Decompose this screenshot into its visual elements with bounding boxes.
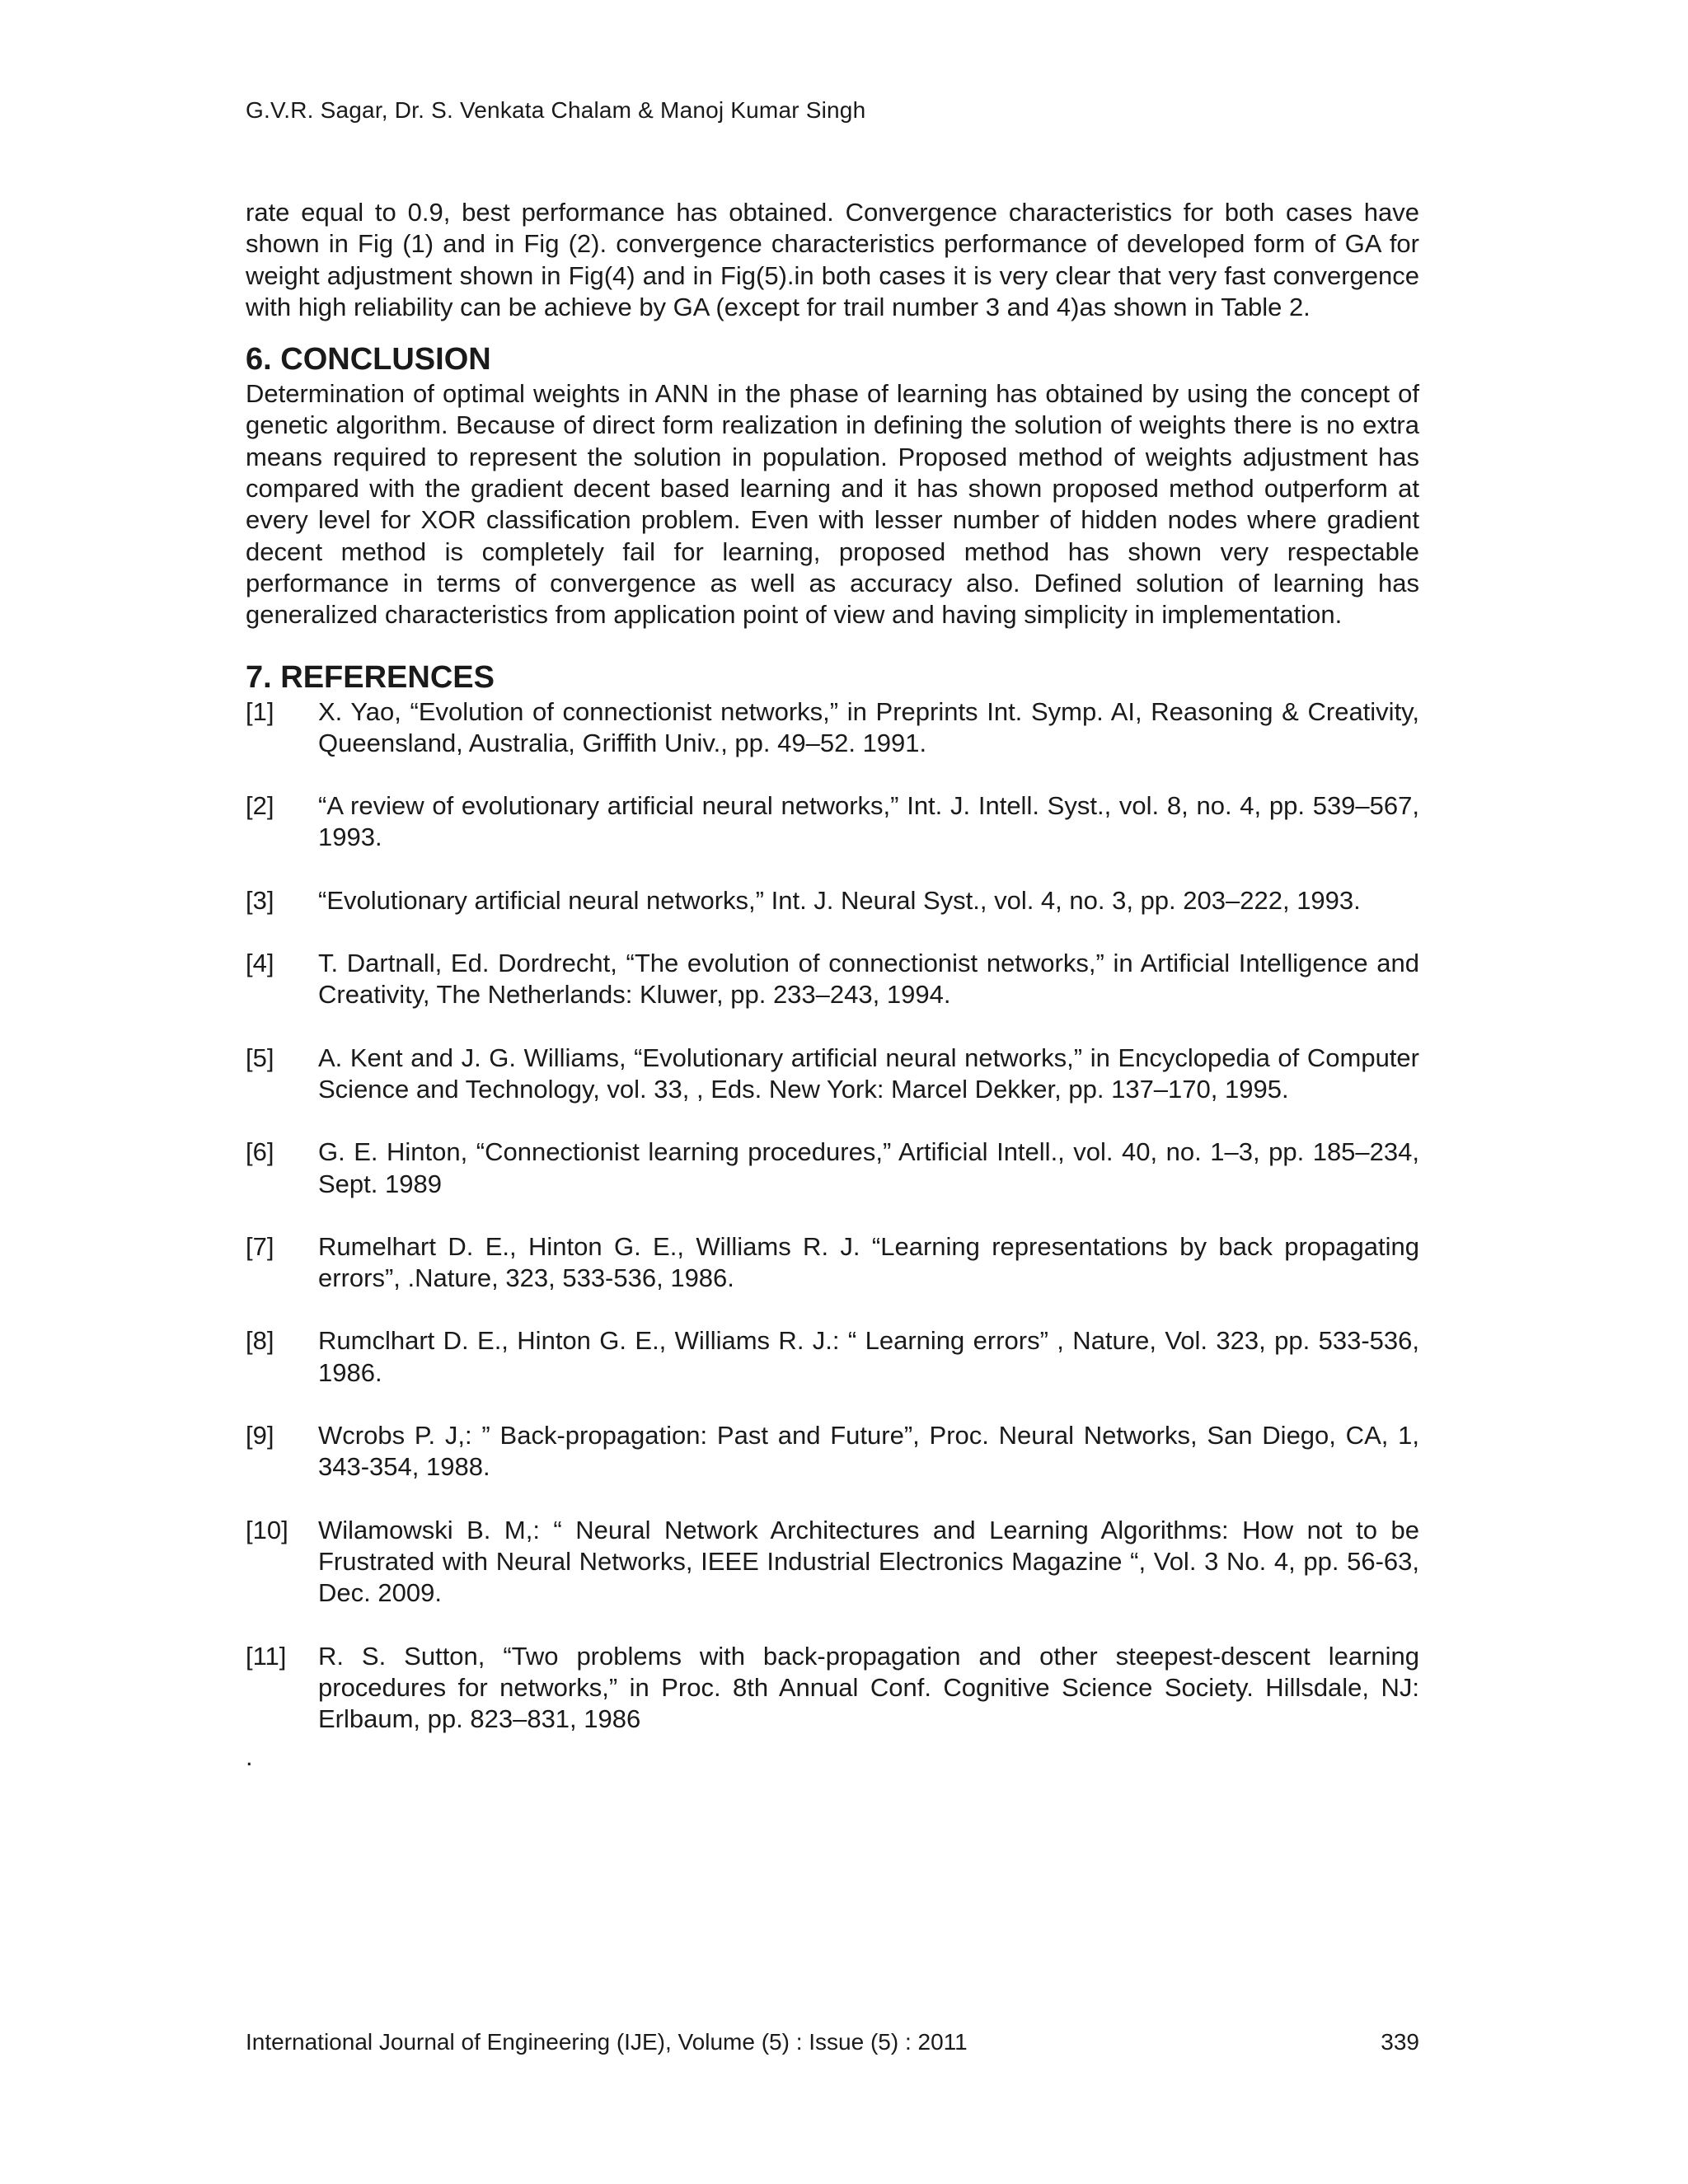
- reference-number: [4]: [246, 949, 274, 978]
- reference-item: [246, 696, 1419, 760]
- reference-item: [246, 790, 1419, 854]
- reference-number: [1]: [246, 696, 274, 726]
- reference-text: “A review of evolutionary artificial neural networks,” Int. J. Intell. Syst., vol. 8, no. 4, pp. 539–567, 1993.: [318, 791, 1419, 852]
- reference-text: A. Kent and J. G. Williams, “Evolutionary artificial neural networks,” in Encyclopedia of Computer Science and Technology, vol. 33, , Eds. New York: Marcel Dekker, pp. 137–170, 1995.: [318, 1043, 1419, 1104]
- reference-number: [5]: [246, 1043, 274, 1072]
- reference-item: [246, 1231, 1419, 1295]
- reference-item: [246, 948, 1419, 1011]
- reference-item: [246, 1325, 1419, 1389]
- reference-number: [7]: [246, 1231, 274, 1261]
- reference-text: T. Dartnall, Ed. Dordrecht, “The evolution of connectionist networks,” in Artificial Intelligence and Creativity, The Netherlands: Kluwer, pp. 233–243, 1994.: [318, 949, 1419, 1010]
- footer-journal: International Journal of Engineering (IJE), Volume (5) : Issue (5) : 2011: [246, 2029, 968, 2055]
- conclusion-heading: 6. CONCLUSION: [246, 342, 491, 377]
- reference-item: [246, 1137, 1419, 1200]
- reference-text: G. E. Hinton, “Connectionist learning procedures,” Artificial Intell., vol. 40, no. 1–3, pp. 185–234, Sept. 1989: [318, 1137, 1419, 1198]
- reference-number: [3]: [246, 885, 274, 915]
- reference-number: [8]: [246, 1326, 274, 1356]
- intro-paragraph: rate equal to 0.9, best performance has obtained. Convergence characteristics for both cases have shown in Fig (1) and in Fig (2). convergence characteristics performance of developed form of GA for weight adjustment shown in Fig(4) and in Fig(5).in both cases it is very clear that very fast convergence with high reliability can be achieve by GA (except for trail number 3 and 4)as shown in Table 2.: [246, 198, 1419, 321]
- reference-number: [2]: [246, 791, 274, 821]
- reference-text: “Evolutionary artificial neural networks,” Int. J. Neural Syst., vol. 4, no. 3, pp. 203–222, 1993.: [318, 885, 1361, 915]
- page-number: 339: [1381, 2029, 1419, 2055]
- reference-item: [246, 1043, 1419, 1106]
- reference-text: Rumclhart D. E., Hinton G. E., Williams R. J.: “ Learning errors” , Nature, Vol. 323, pp. 533-536, 1986.: [318, 1326, 1419, 1387]
- reference-number: [9]: [246, 1421, 274, 1451]
- conclusion-paragraph: Determination of optimal weights in ANN in the phase of learning has obtained by using the concept of genetic algorithm. Because of direct form realization in defining the solution of weights there is no extra means required to represent the solution in population. Proposed method of weights adjustment has compared with the gradient decent based learning and it has shown proposed method outperform at every level for XOR classification problem. Even with lesser number of hidden nodes where gradient decent method is completely fail for learning, proposed method has shown very respectable performance in terms of convergence as well as accuracy also. Defined solution of learning has generalized characteristics from application point of view and having simplicity in implementation.: [246, 379, 1419, 630]
- reference-list: [246, 696, 1419, 1736]
- reference-text: Wcrobs P. J,: ” Back-propagation: Past and Future”, Proc. Neural Networks, San Diego, CA, 1, 343-354, 1988.: [318, 1421, 1419, 1482]
- references-heading: 7. REFERENCES: [246, 659, 495, 695]
- reference-item: [246, 1641, 1419, 1736]
- reference-item: [246, 1515, 1419, 1610]
- reference-item: [246, 885, 1419, 916]
- page-footer: [246, 2029, 1419, 2055]
- reference-text: R. S. Sutton, “Two problems with back-propagation and other steepest-descent learning procedures for networks,” in Proc. 8th Annual Conf. Cognitive Science Society. Hillsdale, NJ: Erlbaum, pp. 823–831, 1986: [318, 1641, 1419, 1734]
- reference-text: Rumelhart D. E., Hinton G. E., Williams R. J. “Learning representations by back propagating errors”, .Nature, 323, 533-536, 1986.: [318, 1231, 1419, 1293]
- reference-number: [6]: [246, 1137, 274, 1167]
- reference-number: [11]: [246, 1641, 287, 1671]
- reference-text: X. Yao, “Evolution of connectionist networks,” in Preprints Int. Symp. AI, Reasoning & Creativity, Queensland, Australia, Griffith Univ., pp. 49–52. 1991.: [318, 696, 1419, 757]
- reference-number: [10]: [246, 1515, 288, 1544]
- reference-item: [246, 1420, 1419, 1483]
- trailing-mark: .: [246, 1742, 253, 1772]
- running-header-authors: G.V.R. Sagar, Dr. S. Venkata Chalam & Manoj Kumar Singh: [246, 97, 866, 123]
- reference-text: Wilamowski B. M,: “ Neural Network Architectures and Learning Algorithms: How not to be Frustrated with Neural Networks, IEEE Industrial Electronics Magazine “, Vol. 3 No. 4, pp. 56-63, Dec. 2009.: [318, 1515, 1419, 1608]
- page-body: [246, 197, 1419, 1773]
